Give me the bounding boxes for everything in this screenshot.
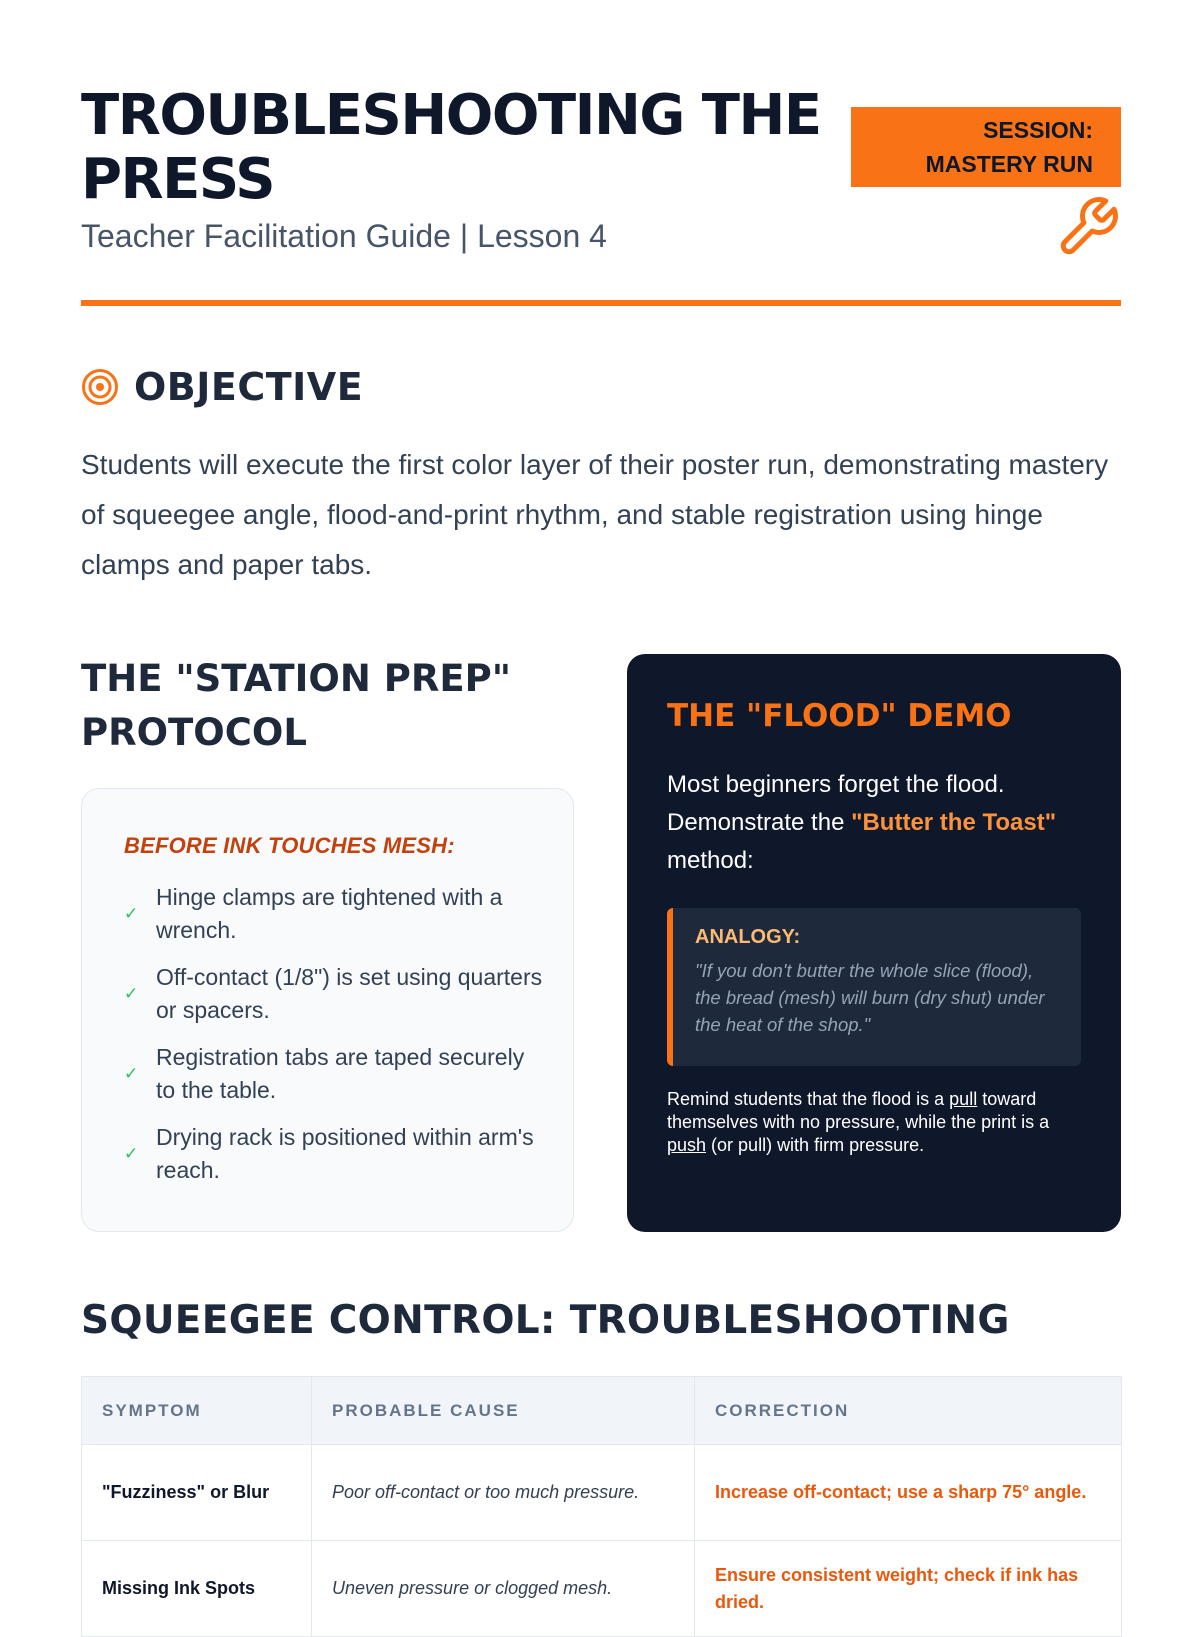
flood-intro-text: Most beginners forget the flood. Demonstrate the	[667, 771, 1005, 836]
correction-cell: Increase off-contact; use a sharp 75° angle.	[695, 1445, 1122, 1541]
check-icon: ✓	[124, 1064, 139, 1083]
header-divider	[81, 300, 1121, 306]
session-badge	[851, 107, 1121, 187]
flood-demo-intro	[667, 766, 1087, 880]
checklist-item-text: Hinge clamps are tightened with a wrench.	[156, 884, 503, 943]
flood-reminder	[667, 1088, 1081, 1157]
page-subtitle: Teacher Facilitation Guide | Lesson 4	[81, 218, 607, 254]
pull-emphasis: pull	[949, 1089, 978, 1109]
objective-text: Students will execute the first color layer of their poster run, demonstrating mastery of squeegee angle, flood-and-print rhythm, and stable registration using hinge clamps and paper tabs.	[81, 449, 1109, 580]
check-icon: ✓	[124, 1144, 139, 1163]
reminder-text: (or pull) with firm pressure.	[706, 1135, 925, 1155]
flood-intro-end: method:	[667, 847, 754, 874]
correction-cell: Ensure consistent weight; check if ink has dried.	[695, 1541, 1122, 1637]
butter-the-toast-highlight: "Butter the Toast"	[851, 809, 1057, 836]
reminder-text: Remind students that the flood is a	[667, 1089, 950, 1109]
checklist-item	[124, 1121, 544, 1187]
objective-heading: OBJECTIVE	[134, 365, 364, 409]
checklist-item	[124, 881, 544, 947]
page-title: TROUBLESHOOTING THE PRESS	[81, 83, 821, 212]
reminder-text: toward themselves with no pressure, while the print is a	[667, 1089, 1050, 1132]
troubleshooting-heading: SQUEEGEE CONTROL: TROUBLESHOOTING	[81, 1298, 1010, 1343]
wrench-icon	[1055, 194, 1121, 260]
checklist-item	[124, 1041, 544, 1107]
target-icon	[81, 368, 119, 406]
checklist-item-text: Registration tabs are taped securely to the table.	[156, 1044, 525, 1103]
table-header-row	[82, 1377, 1122, 1445]
page-header	[81, 84, 1121, 304]
check-icon: ✓	[124, 984, 139, 1003]
session-badge-label: SESSION:	[983, 117, 1093, 143]
analogy-label: ANALOGY:	[695, 926, 801, 948]
symptom-cell: Missing Ink Spots	[82, 1541, 312, 1637]
station-prep-heading: THE "STATION PREP" PROTOCOL	[81, 657, 511, 754]
prep-checklist	[124, 881, 544, 1201]
cause-cell: Uneven pressure or clogged mesh.	[312, 1541, 695, 1637]
checklist-item	[124, 961, 544, 1027]
checklist-item-text: Drying rack is positioned within arm's reach.	[156, 1124, 534, 1183]
column-header-correction: CORRECTION	[695, 1377, 1122, 1445]
analogy-quote: "If you don't butter the whole slice (flood), the bread (mesh) will burn (dry shut) under the heat of the shop."	[695, 960, 1045, 1035]
station-prep-card	[81, 788, 574, 1232]
checklist-heading: BEFORE INK TOUCHES MESH:	[124, 833, 455, 858]
push-emphasis: push	[667, 1135, 707, 1155]
session-badge-value: MASTERY RUN	[925, 151, 1093, 177]
lesson-guide-page	[81, 0, 1121, 1612]
analogy-callout	[667, 908, 1081, 1066]
column-header-symptom: SYMPTOM	[82, 1377, 312, 1445]
troubleshooting-table	[81, 1376, 1122, 1637]
cause-cell: Poor off-contact or too much pressure.	[312, 1445, 695, 1541]
check-icon: ✓	[124, 904, 139, 923]
column-header-cause: PROBABLE CAUSE	[312, 1377, 695, 1445]
checklist-item-text: Off-contact (1/8") is set using quarters or spacers.	[156, 964, 543, 1023]
flood-demo-card	[627, 654, 1121, 1232]
table-row	[82, 1541, 1122, 1637]
flood-demo-heading: THE "FLOOD" DEMO	[667, 698, 1012, 734]
table-row	[82, 1445, 1122, 1541]
symptom-cell: "Fuzziness" or Blur	[82, 1445, 312, 1541]
